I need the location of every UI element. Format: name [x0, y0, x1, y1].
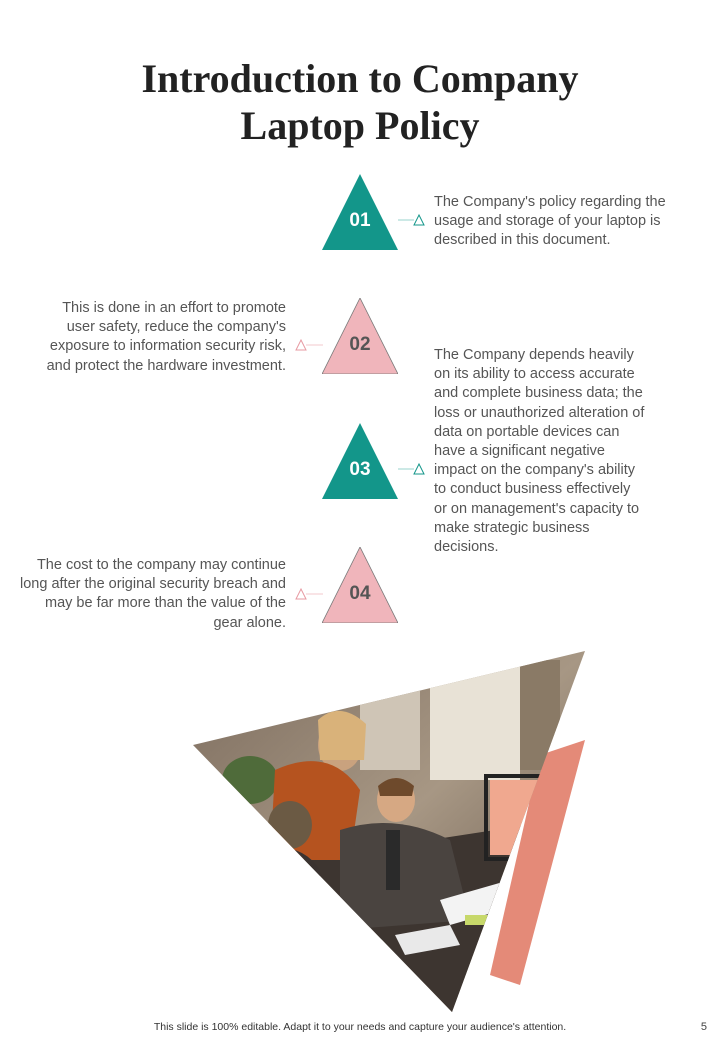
step-number: 04: [349, 583, 371, 604]
step-number: 01: [349, 210, 371, 231]
footer-note: This slide is 100% editable. Adapt it to your needs and capture your audience's attention.: [153, 1021, 567, 1033]
step-04-text: The cost to the company may continue long after the original security breach and may be far more than the value of the gear alone.: [20, 557, 286, 631]
step-number: 03: [349, 459, 371, 480]
step-01-text: The Company's policy regarding the usage and storage of your laptop is described in this document.: [434, 194, 666, 249]
step-02-text: This is done in an effort to promote user safety, reduce the company's exposure to information security risk, and protect the hardware investment.: [46, 300, 286, 374]
step-03-text: The Company depends heavily on its ability to access accurate and complete business data; the loss or unauthorized alteration of data on portable devices can have a significant negative impact on the company's ability to conduct business effectively or on management's capacity to make strategic business decisions.: [434, 347, 645, 556]
page-number: 5: [700, 1021, 707, 1033]
title-line-2: Laptop Policy: [240, 103, 480, 148]
step-number: 02: [349, 334, 371, 355]
title-line-1: Introduction to Company: [141, 56, 579, 101]
